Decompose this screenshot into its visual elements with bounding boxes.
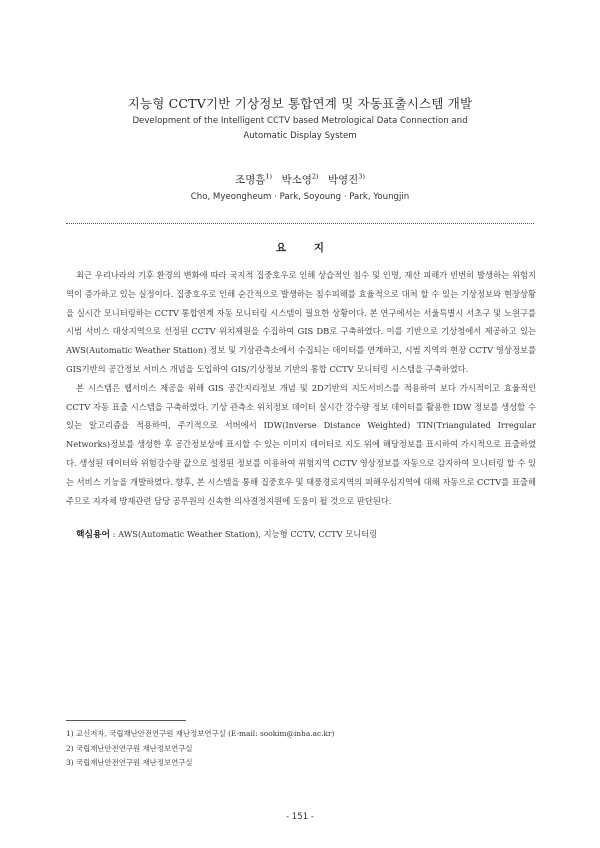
paper-title-korean: 지능형 CCTV기반 기상정보 통합연계 및 자동표출시스템 개발 bbox=[127, 96, 473, 111]
footnote-item: 1) 교신저자, 국립재난안전연구원 재난정보연구실 (E-mail: sookim@inha.ac.kr) bbox=[66, 729, 335, 738]
footnote-divider bbox=[66, 720, 186, 721]
author-name: 조명흠 bbox=[234, 174, 266, 186]
abstract-paragraph: 본 시스템은 웹서비스 제공을 위해 GIS 공간지리정보 개념 및 2D기반의 지도서비스를 적용하여 보다 가시적이고 효율적인 CCTV 자동 표출 시스템을 구축하였다. 기상 관측소 위치정보 데이터 실시간 강수량 정보 데이터를 활용한 IDW 정보를 생성할 수 있는 알고리즘을 적용하여, 주기적으로 서버에서 IDW(Inverse Distance Weighted) TIN(Triangulated Irregular Networks)정보를 생성한 후 공간정보상에 표시할 수 있는 이미지 데이터로 지도 위에 해당정보를 표시하여 가시적으로 표출하였다. 생성된 데이터와 위험강수량 값으로 설정된 정보를 이용하여 위험지역 CCTV 영상정보를 자동으로 감지하여 모니터링 할 수 있는 서비스 기능을 개발하였다. 향후, 본 시스템을 통해 집중호우 및 태풍경로지역의 피해우심지역에 대해 자동으로 CCTV를 표출해주므로 지자체 방재관련 담당 공무원의 신속한 의사결정지원에 도움이 될 것으로 판단된다. bbox=[66, 382, 536, 506]
authors-english: Cho, Myeongheum · Park, Soyoung · Park, Youngjin bbox=[190, 192, 410, 202]
paper-title-english-line1: Development of the Intelligent CCTV based Metrological Data Connection and bbox=[132, 116, 468, 126]
author-footnote-mark: 1) bbox=[265, 172, 273, 181]
authors-korean bbox=[0, 172, 600, 187]
footnotes bbox=[66, 727, 536, 771]
footnote-item: 2) 국립재난안전연구원 재난정보연구실 bbox=[66, 743, 193, 753]
paper-title-english bbox=[100, 114, 500, 144]
footnote-item: 3) 국립재난안전연구원 재난정보연구실 bbox=[66, 758, 193, 767]
abstract-heading: 요 지 bbox=[276, 242, 336, 254]
keywords-label: 핵심용어 bbox=[76, 530, 110, 540]
dotted-divider bbox=[66, 223, 534, 224]
keywords bbox=[76, 527, 536, 540]
abstract-body bbox=[66, 266, 536, 510]
author-footnote-mark: 3) bbox=[358, 172, 365, 181]
abstract-paragraph: 최근 우리나라의 기후 환경의 변화에 따라 국지적 집중호우로 인해 상습적인 침수 및 인명, 재산 피해가 빈번히 발생하는 위험지역이 증가하고 있는 실정이다. 집중호우로 인해 순간적으로 발생하는 침수피해를 효율적으로 대처 할 수 있는 기상정보와 현장상황을 실시간 모니터링하는 CCTV 통합연계 자동 모니터링 시스템이 필요한 상황이다. 본 연구에서는 서울특별시 서초구 및 노원구를 시범 서비스 대상지역으로 선정된 CCTV 위치제원을 수집하여 GIS DB로 구축하였다. 이를 기반으로 기상청에서 제공하고 있는 AWS(Automatic Weather Station) 정보 및 기상관측소에서 수집되는 데이터를 연계하고, 시범 지역의 현장 CCTV 영상정보를 GIS기반의 공간정보 서비스 개념을 도입하여 GIS/기상정보 기반의 통합 CCTV 모니터링 시스템을 구축하였다. bbox=[66, 270, 536, 374]
keywords-separator: : bbox=[110, 529, 119, 539]
page-number: - 151 - bbox=[285, 812, 315, 822]
keywords-text: AWS(Automatic Weather Station), 지능형 CCTV, CCTV 모니터링 bbox=[118, 529, 378, 539]
paper-title-english-line2: Automatic Display System bbox=[243, 131, 357, 141]
author-name: 박영진 bbox=[327, 174, 359, 186]
author-footnote-mark: 2) bbox=[311, 172, 319, 181]
author-name: 박소영 bbox=[281, 174, 312, 186]
